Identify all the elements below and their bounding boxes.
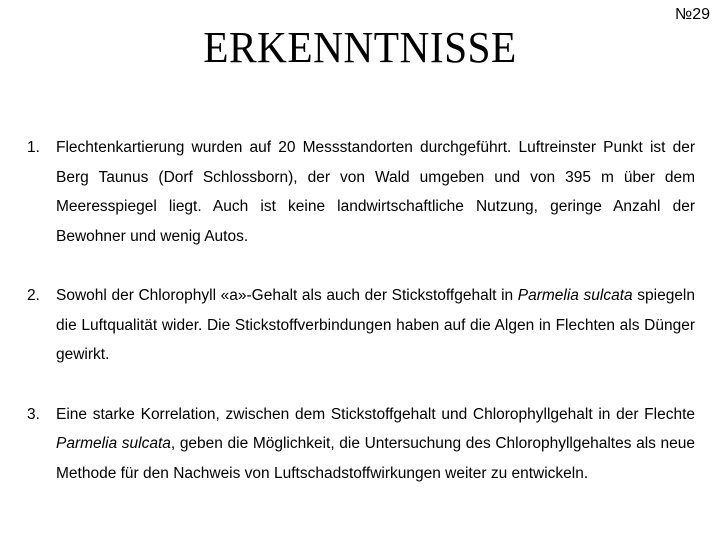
species-name: Parmelia sulcata (517, 287, 633, 304)
finding-text-part: Eine starke Korrelation, zwischen dem Stickstoffgehalt und Chlorophyllgehalt in der Flechte (56, 405, 695, 423)
finding-item (27, 133, 695, 251)
finding-number: 2. (27, 287, 40, 304)
species-name: Parmelia sulcata (56, 435, 171, 452)
finding-item (27, 281, 695, 370)
finding-text-part: Sowohl der Chlorophyll «a»-Gehalt als auch der Stickstoffgehalt in (56, 287, 518, 304)
findings-list (27, 133, 695, 518)
finding-text-part: , geben die Möglichkeit, die Untersuchung des Chlorophyllgehaltes als neue Methode für den Nachweis von Luftschadstoffwirkungen weiter zu entwickeln. (56, 435, 695, 482)
finding-item (27, 400, 695, 489)
slide-number: №29 (675, 6, 710, 23)
page-title: ERKENNTNISSE (203, 23, 517, 72)
finding-text (56, 400, 695, 489)
finding-number: 3. (27, 405, 40, 423)
finding-text-part: spiegeln die Luftqualität wider. Die Stickstoffverbindungen haben auf die Algen in Flechten als Dünger gewirkt. (56, 287, 695, 363)
finding-text (56, 281, 695, 370)
finding-text: Flechtenkartierung wurden auf 20 Messstandorten durchgeführt. Luftreinster Punkt ist der Berg Taunus (Dorf Schlossborn), der von Wald umgeben und von 395 m über dem Meeresspiegel liegt. Auch ist keine landwirtschaftliche Nutzung, geringe Anzahl der Bewohner und wenig Autos. (56, 139, 695, 245)
finding-number: 1. (27, 139, 40, 156)
